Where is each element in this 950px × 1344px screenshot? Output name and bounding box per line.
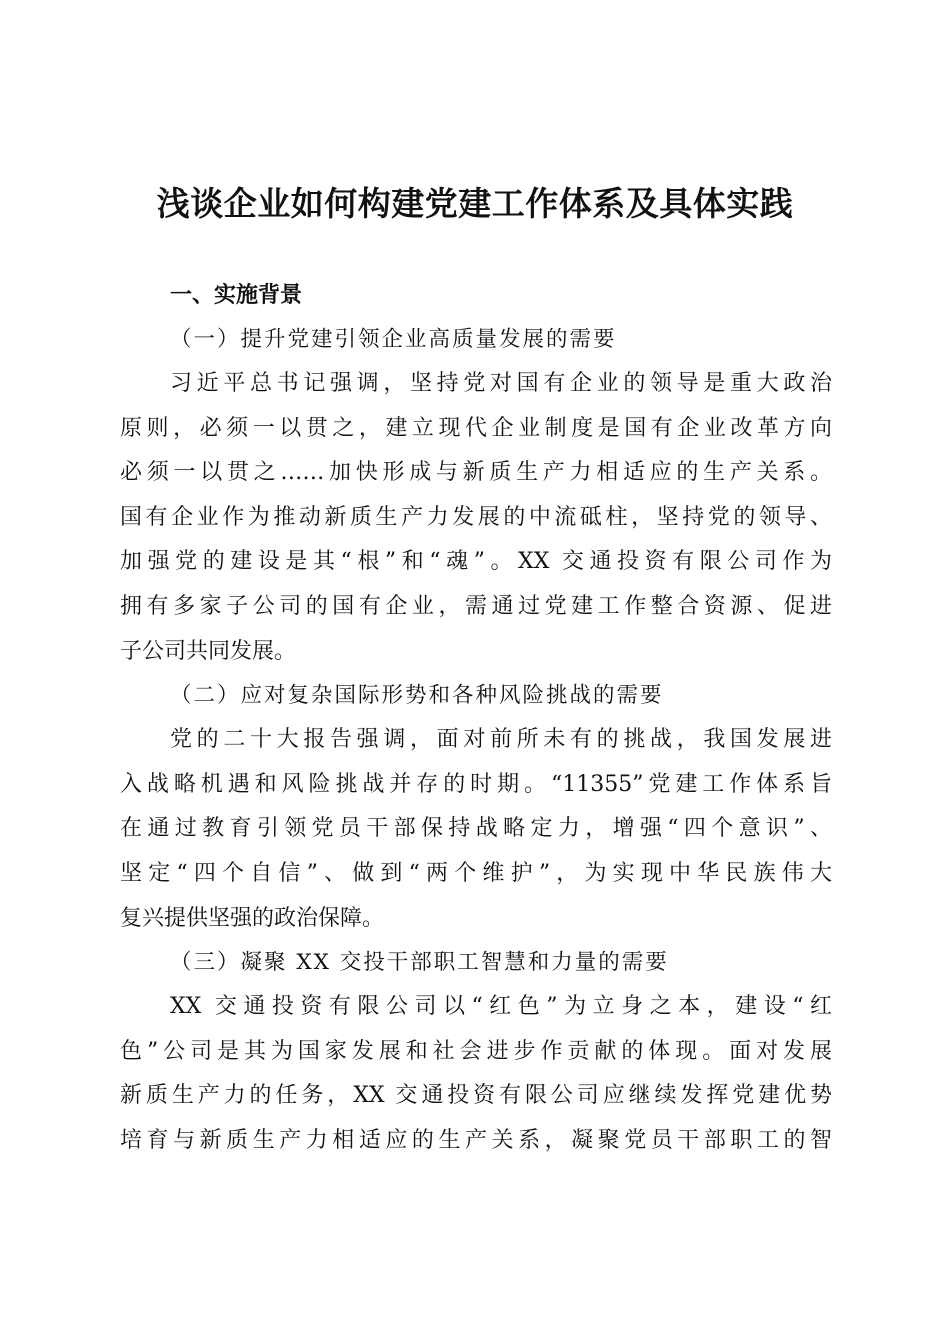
paragraph-line: 加强党的建设是其“根”和“魂”。XX 交通投资有限公司作为 [120, 549, 832, 575]
subsection-heading-3: （三）凝聚 XX 交投干部职工智慧和力量的需要 [170, 950, 669, 976]
paragraph-line: 习近平总书记强调，坚持党对国有企业的领导是重大政治 [170, 371, 832, 396]
paragraph-line: 必须一以贯之……加快形成与新质生产力相适应的生产关系。 [120, 460, 832, 486]
paragraph-line: 色”公司是其为国家发展和社会进步作贡献的体现。面对发展 [120, 1038, 832, 1064]
paragraph-line: 新质生产力的任务，XX 交通投资有限公司应继续发挥党建优势 [120, 1083, 832, 1109]
paragraph-line: 党的二十大报告强调，面对前所未有的挑战，我国发展进 [170, 727, 832, 753]
paragraph-2 [120, 718, 832, 941]
paragraph-3 [120, 985, 832, 1163]
document-title: 浅谈企业如何构建党建工作体系及具体实践 [156, 184, 794, 223]
paragraph-line: 入战略机遇和风险挑战并存的时期。“11355”党建工作体系旨 [120, 771, 832, 797]
document-body [120, 274, 832, 1164]
section-heading-background: 一、实施背景 [170, 283, 303, 308]
paragraph-line: 原则，必须一以贯之，建立现代企业制度是国有企业改革方向 [120, 415, 832, 441]
paragraph-line: 子公司共同发展。 [120, 638, 297, 664]
paragraph-1 [120, 362, 832, 674]
subsection-heading-1: （一）提升党建引领企业高质量发展的需要 [170, 327, 617, 352]
paragraph-line: XX 交通投资有限公司以“红色”为立身之本，建设“红 [170, 994, 832, 1020]
subsection-heading-2: （二）应对复杂国际形势和各种风险挑战的需要 [170, 683, 664, 709]
paragraph-line: 拥有多家子公司的国有企业，需通过党建工作整合资源、促进 [120, 593, 832, 619]
paragraph-line: 培育与新质生产力相适应的生产关系，凝聚党员干部职工的智 [120, 1127, 832, 1153]
paragraph-line: 复兴提供坚强的政治保障。 [120, 905, 385, 931]
paragraph-line: 国有企业作为推动新质生产力发展的中流砥柱，坚持党的领导、 [120, 504, 832, 530]
paragraph-line: 坚定“四个自信”、做到“两个维护”，为实现中华民族伟大 [120, 860, 832, 886]
paragraph-line: 在通过教育引领党员干部保持战略定力，增强“四个意识”、 [120, 816, 832, 842]
